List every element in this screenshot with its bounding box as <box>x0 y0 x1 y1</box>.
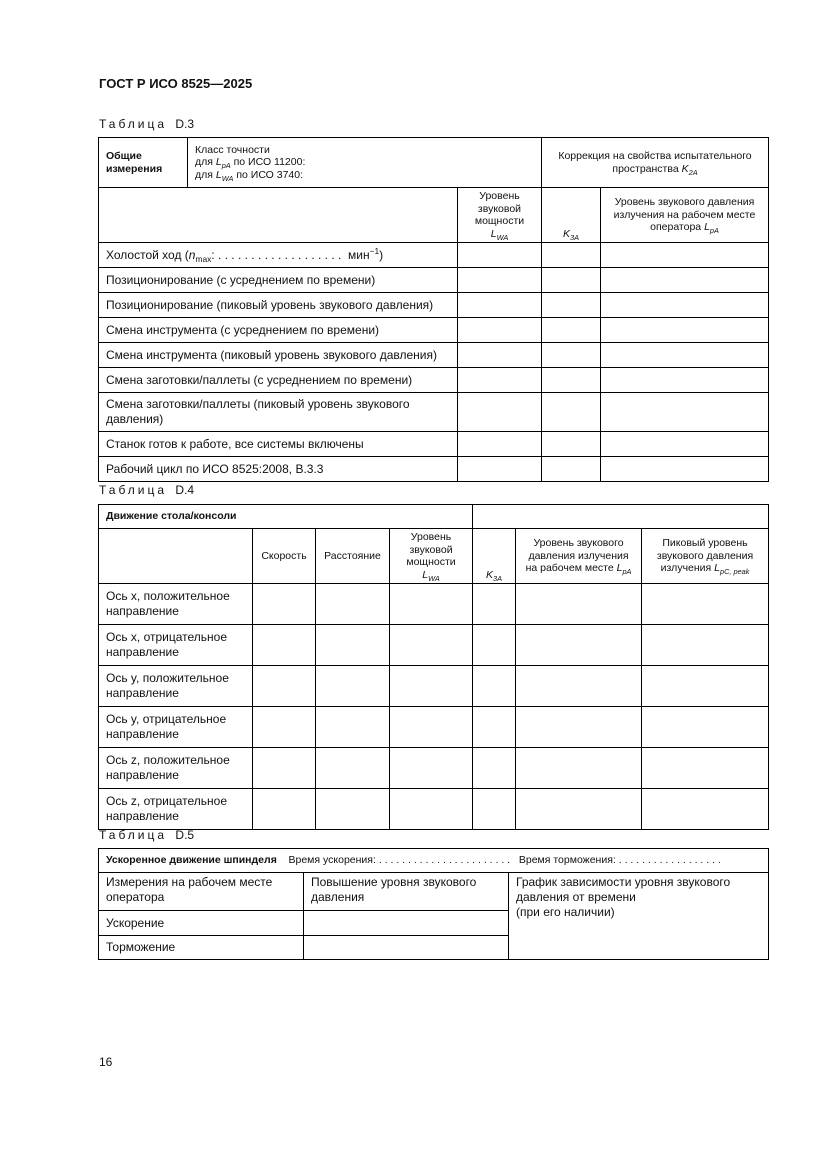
table-d4-caption: Таблица D.4 <box>99 483 195 497</box>
row-label: Ось x, положительное направление <box>99 584 253 625</box>
row-label: Торможение <box>99 936 304 960</box>
table-row <box>99 343 769 368</box>
k2a-correction-cell: Коррекция на свойства испытательного пространства $K_{2A}$ <box>542 138 769 188</box>
table-d5 <box>98 848 769 960</box>
row-label: Станок готов к работе, все системы включены <box>99 432 458 457</box>
col-increase-header: Повышение уровня звукового давления <box>304 873 509 911</box>
document-title: ГОСТ Р ИСО 8525—2025 <box>99 76 253 91</box>
row-label: Рабочий цикл по ИСО 8525:2008, В.3.3 <box>99 457 458 482</box>
row-label: Позиционирование (с усреднением по времени) <box>99 268 458 293</box>
header-blank-cell <box>99 188 458 243</box>
table-d4 <box>98 504 769 830</box>
table-row <box>99 748 769 789</box>
table-row <box>99 584 769 625</box>
row-label: Ось y, положительное направление <box>99 666 253 707</box>
table-d3 <box>98 137 769 482</box>
table-movement-label: Движение стола/консоли <box>99 505 473 529</box>
col-graph-cell: График зависимости уровня звукового давления от времени (при его наличии) <box>509 873 769 960</box>
table-row <box>99 432 769 457</box>
row-label: Смена заготовки/паллеты (пиковый уровень звукового давления) <box>99 393 458 432</box>
row-label: Смена инструмента (пиковый уровень звукового давления) <box>99 343 458 368</box>
row-label: Ось z, отрицательное направление <box>99 789 253 830</box>
header-blank-cell <box>99 529 253 584</box>
spindle-header-row: Ускоренное движение шпинделя Время ускорения: . . . . . . . . . . . . . . . . . . . . . . . Время торможения: . . . . . . . . . . . . . . . . . . <box>99 849 769 873</box>
row-label: Ось x, отрицательное направление <box>99 625 253 666</box>
col-peak-header: Пиковый уровень звукового давления излучения $L_{pC, peak}$ <box>642 529 769 584</box>
table-row <box>99 393 769 432</box>
table-row <box>99 625 769 666</box>
row-label: Смена инструмента (с усреднением по времени) <box>99 318 458 343</box>
col-k3a-header: $K_{3A}$ <box>542 188 601 243</box>
table-d5-caption: Таблица D.5 <box>99 828 195 842</box>
col-lwa-header: Уровень звуковой мощности $L_{WA}$ <box>458 188 542 243</box>
table-row <box>99 318 769 343</box>
row-label: Ось z, положительное направление <box>99 748 253 789</box>
table-row <box>99 368 769 393</box>
table-row <box>99 268 769 293</box>
col-distance-header: Расстояние <box>316 529 390 584</box>
col-lpa-header: Уровень звукового давления излучения на рабочем месте оператора $L_{pA}$ <box>601 188 769 243</box>
col-measurements-header: Измерения на рабочем месте оператора <box>99 873 304 911</box>
table-row <box>99 707 769 748</box>
table-d3-caption: Таблица D.3 <box>99 117 195 131</box>
row-label: Ось y, отрицательное направление <box>99 707 253 748</box>
idle-row-label: Холостой ход ($n_{max}$: . . . . . . . . . . . . . . . . . . . мин$^{-1}$) <box>99 243 458 268</box>
col-lpa-header: Уровень звукового давления излучения на рабочем месте $L_{pA}$ <box>516 529 642 584</box>
page-number: 16 <box>99 1055 113 1069</box>
table-row <box>99 457 769 482</box>
general-measurements-label: Общие измерения <box>99 138 188 188</box>
table-row <box>99 666 769 707</box>
row-label: Позиционирование (пиковый уровень звукового давления) <box>99 293 458 318</box>
row-label: Ускорение <box>99 911 304 936</box>
table-row <box>99 243 769 268</box>
table-row <box>99 293 769 318</box>
row-label: Смена заготовки/паллеты (с усреднением по времени) <box>99 368 458 393</box>
table-row <box>99 789 769 830</box>
col-lwa-header: Уровень звуковой мощности $L_{WA}$ <box>390 529 473 584</box>
col-speed-header: Скорость <box>253 529 316 584</box>
col-k3a-header: $K_{3A}$ <box>473 529 516 584</box>
accuracy-class-cell: Класс точности для $L_{pA}$ по ИСО 11200: для $L_{WA}$ по ИСО 3740: <box>188 138 542 188</box>
